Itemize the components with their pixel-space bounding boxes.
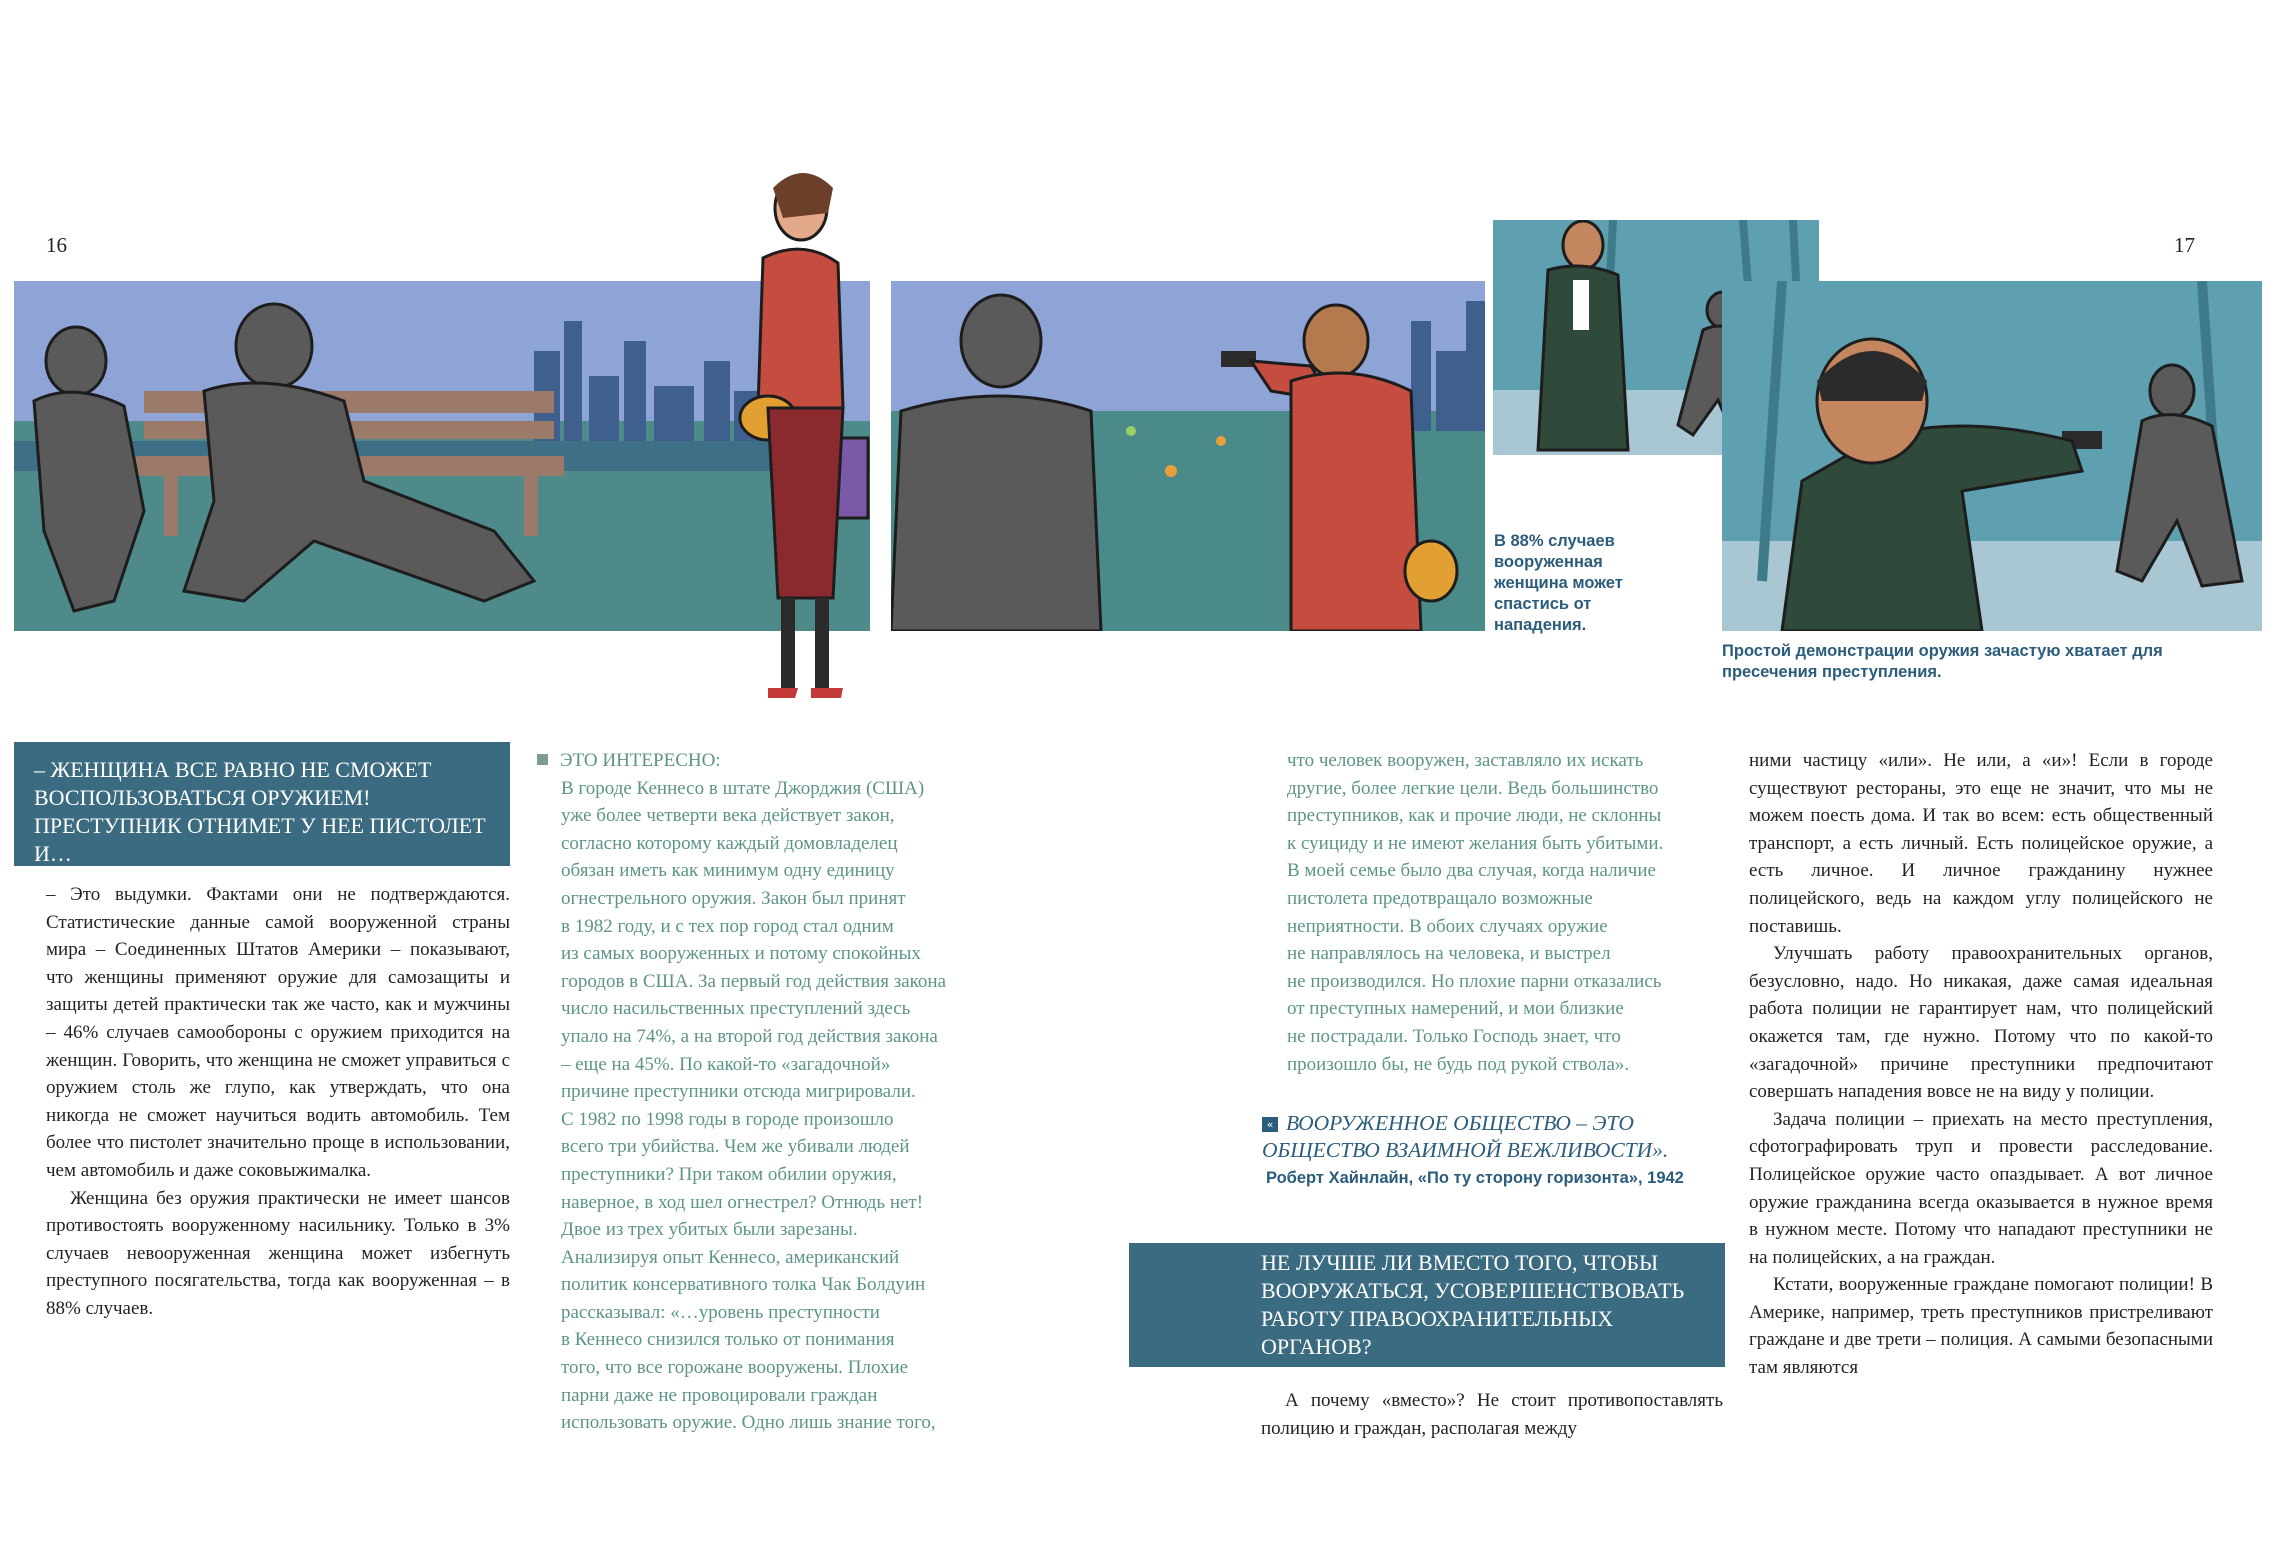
panel-woman-standing — [723, 158, 888, 704]
caption-survival: В 88% случаев вооруженная женщина может спастись от нападения. — [1494, 532, 1623, 634]
answer-woman-armed — [46, 881, 510, 1323]
answer-paragraph: Улучшать работу правоохранительных органов, безусловно, надо. Но никакая, даже самая идеальная работа полиции не гарантирует нам, что полицейский окажется там, где нужно. Потому что по какой-то «загадочной» причине преступники предпочитают совершать нападения вовсе не на виду у полиции. — [1749, 943, 2213, 1103]
panel-woman-aims-pistol — [891, 281, 1485, 631]
answer-paragraph: Женщина без оружия практически не имеет шансов противостоять вооруженному насильнику. Только в 3% случаев невооруженная женщина может избегнуть преступного посягательства, тогда как вооруженная – в 88% случаев. — [46, 1187, 510, 1319]
interesting-body: В городе Кеннесо в штате Джорджия (США) уже более четверти века действует закон, согласно которому каждый домовладелец обязан иметь как минимум одну единицу огнестрельного оружия. Закон был принят в 1982 году, и с тех пор город стал одним из самых вооруженных и потому спокойных городов в США. За первый год действия закона число насильственных преступлений здесь упало на 74%, а на второй год действия закона – еще на 45%. По какой-то «загадочной» причине преступники отсюда мигрировали. С 1982 по 1998 годы в городе произошло всего три убийства. Чем же убивали людей преступники? При таком обилии оружия, наверное, в ход шел огнестрел? Отнюдь нет! Двое из трех убитых были зарезаны. Анализируя опыт Кеннесо, американский политик консервативного толка Чак Болдуин рассказывал: «…уровень преступности в Кеннесо снизился только от понимания того, что все горожане вооружены. Плохие парни даже не провоцировали граждан использовать оружие. Одно лишь знание того, — [561, 777, 947, 1434]
answer-paragraph: А почему «вместо»? Не стоит противопоставлять полицию и граждан, располагая между — [1261, 1390, 1723, 1439]
interesting-continued: что человек вооружен, заставляло их искать другие, более легкие цели. Ведь большинство преступников, как и прочие люди, не склонны к суициду и не имеют желания быть убитыми. В моей семье было два случая, когда наличие пистолета предотвращало возможные неприятности. В обоих случаях оружие не направлялось на человека, и выстрел не производился. Но плохие парни отказались от преступных намерений, и мои близкие не пострадали. Только Господь знает, что произошло бы, не будь под рукой ствола». — [1287, 750, 1664, 1075]
panel-man-aims-pistol — [1722, 281, 2262, 631]
question-box-police-instead: НЕ ЛУЧШЕ ЛИ ВМЕСТО ТОГО, ЧТОБЫ ВООРУЖАТЬСЯ, УСОВЕРШЕНСТВОВАТЬ РАБОТУ ПРАВООХРАНИТЕЛЬНЫХ ОРГАНОВ? — [1129, 1243, 1725, 1367]
caption-demonstration: Простой демонстрации оружия зачастую хватает для пресечения преступления. — [1722, 642, 2163, 681]
question-box-woman-cannot-use: – ЖЕНЩИНА ВСЕ РАВНО НЕ СМОЖЕТ ВОСПОЛЬЗОВАТЬСЯ ОРУЖИЕМ! ПРЕСТУПНИК ОТНИМЕТ У НЕЕ ПИСТОЛЕТ И… — [14, 742, 510, 866]
square-bullet-icon — [537, 754, 548, 765]
answer-paragraph: – Это выдумки. Фактами они не подтверждаются. Статистические данные самой вооруженной страны мира – Соединенных Штатов Америки – показывают, что женщины применяют оружие для самозащиты и защиты детей практически так же часто, как и мужчины – 46% случаев самообороны с оружием приходится на женщин. Говорить, что женщина не сможет управиться с оружием столь же глупо, как утверждать, что она никогда не сможет научиться водить автомобиль. Тем более что пистолет значительно проще в использовании, чем автомобиль и даже соковыжималка. — [46, 884, 510, 1181]
page-number-right: 17 — [2174, 233, 2195, 257]
answer-police-continued — [1749, 747, 2213, 1382]
answer-paragraph: Кстати, вооруженные граждане помогают полиции! В Америке, например, треть преступников пристреливают граждане и две трети – полиция. А самыми безопасными там являются — [1749, 1274, 2213, 1379]
quote-author: Роберт Хайнлайн, «По ту сторону горизонта», 1942 — [1266, 1169, 1684, 1187]
answer-paragraph: ними частицу «или». Не или, а «и»! Если в городе существуют рестораны, это еще не значит, что мы не можем поесть дома. И так во всем: есть общественный транспорт, а есть личный. Есть полицейское оружие, а есть личное. И личное гражданину нужнее полицейского, ведь на каждом углу полицейского не поставишь. — [1749, 750, 2213, 937]
interesting-heading: ЭТО ИНТЕРЕСНО: — [537, 747, 1017, 775]
interesting-fact-kennesaw — [537, 747, 1017, 1437]
quote-heinlein: « ВООРУЖЕННОЕ ОБЩЕСТВО – ЭТО ОБЩЕСТВО ВЗАИМНОЙ ВЕЖЛИВОСТИ». — [1262, 1111, 1669, 1162]
answer-paragraph: Задача полиции – приехать на место преступления, сфотографировать труп и провести расследование. Полицейское оружие часто опаздывает. А вот личное оружие гражданина всегда оказывается в нужное время в нужном месте. Потому что нападают преступники не на полицейских, а на граждан. — [1749, 1108, 2213, 1268]
quote-mark-icon: « — [1262, 1117, 1278, 1132]
answer-police-start — [1261, 1387, 1723, 1442]
page-number-left: 16 — [46, 233, 67, 257]
